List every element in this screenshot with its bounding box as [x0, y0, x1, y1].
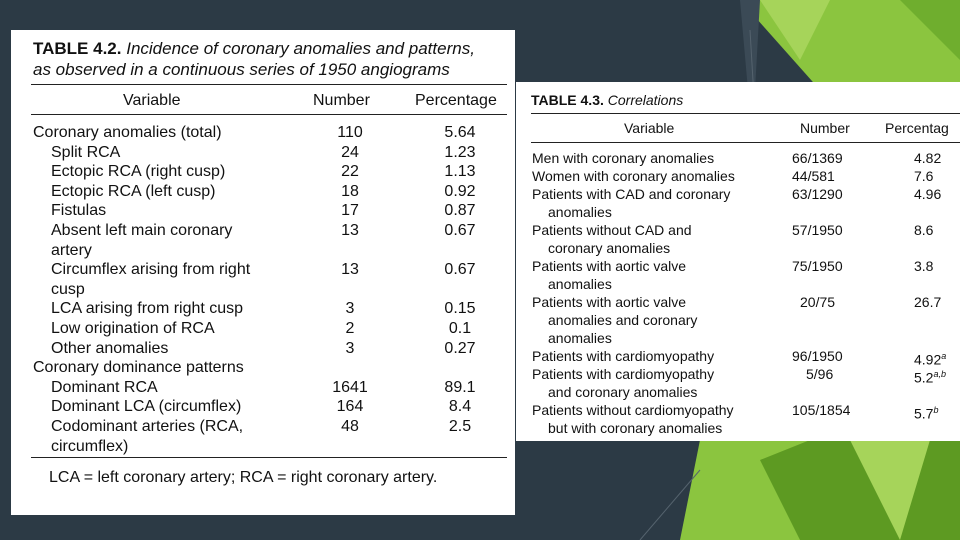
col-percentage: Percentag: [885, 120, 949, 136]
percentage-value: 4.96: [914, 186, 942, 202]
percentage-value: 8.6: [914, 222, 934, 238]
cell-variable-cont: but with coronary anomalies: [548, 420, 723, 436]
cell-variable-cont: artery: [51, 241, 92, 259]
cell-number: 18: [341, 182, 359, 200]
table-4-3-caption: Correlations: [607, 92, 684, 108]
cell-number: 3: [345, 300, 355, 318]
header-rule: [31, 114, 507, 115]
cell-percentage: 0.67: [444, 261, 476, 279]
cell-number: 44/581: [792, 168, 835, 184]
table-4-3-title: [531, 90, 683, 110]
cell-variable: Women with coronary anomalies: [532, 168, 735, 184]
footnote-marker: a,b: [933, 369, 946, 379]
cell-number: 20/75: [800, 294, 836, 310]
cell-variable: LCA arising from right cusp: [51, 300, 244, 318]
cell-number: 13: [341, 261, 359, 279]
cell-percentage: 0.92: [444, 182, 476, 200]
top-rule: [531, 113, 960, 114]
cell-number: 1641: [332, 378, 368, 396]
cell-number: 3: [345, 339, 355, 357]
cell-percentage: [914, 221, 933, 239]
cell-percentage: [914, 365, 946, 387]
cell-variable: Patients with cardiomyopathy: [532, 348, 715, 364]
footnote-marker: b: [933, 405, 939, 415]
cell-variable: Patients with CAD and coronary: [532, 186, 731, 202]
cell-number: 17: [341, 202, 359, 220]
cell-percentage: 0.15: [444, 300, 476, 318]
cell-variable: Split RCA: [51, 143, 121, 161]
cell-number: 22: [341, 163, 359, 181]
cell-number: 96/1950: [792, 348, 843, 364]
cell-variable: Patients without cardiomyopathy: [532, 402, 734, 418]
footnote-marker: a: [941, 351, 947, 361]
table-4-2-title: [33, 39, 475, 59]
cell-number: 164: [336, 398, 364, 416]
col-variable: Variable: [123, 92, 181, 109]
cell-variable-cont: anomalies and coronary: [548, 312, 698, 328]
table-4-2-caption-line1: Incidence of coronary anomalies and patterns,: [126, 39, 475, 58]
cell-percentage: 1.23: [444, 143, 476, 161]
cell-number: 13: [341, 222, 359, 239]
cell-variable-cont: cusp: [51, 280, 85, 298]
table-4-2: TABLE 4.2. Incidence of coronary anomalies and patterns, as observed in a continuous series of 1950 angiograms Variable Number Percentage Coronary anomalies (total) 110 5.64 Split RCA 24 1.23 Ectopic RCA (right cusp) 22 1.13 Ectopic RCA (left cusp) 18 0.92 Fistulas 17 0.87 Absent left main coronary 13 0.67 artery Circumflex arising from right 13 0.67 cusp LCA arising from right cusp 3 0.15 Low origination of RCA 2 0.1 Other anomalies 3 0.27 Coronary dominance patterns Dominant RCA 1641 89.1 Dominant LCA (circumflex) 164 8.4 Codominant arteries (RCA, 48 2.5 circumflex) LCA = left coronary artery; RCA = right coronary artery.: [11, 30, 515, 515]
cell-percentage: 5.64: [444, 124, 476, 141]
percentage-value: 4.92: [914, 351, 942, 368]
percentage-value: 3.8: [914, 258, 934, 274]
cell-variable: Coronary anomalies (total): [33, 124, 222, 141]
percentage-value: 26.7: [914, 294, 942, 310]
cell-number: 110: [337, 124, 363, 141]
cell-percentage: 0.87: [444, 202, 476, 220]
cell-number: 63/1290: [792, 186, 843, 202]
cell-variable: Patients without CAD and: [532, 222, 692, 238]
cell-number: 48: [341, 418, 359, 435]
table-4-2-label: TABLE 4.2.: [33, 39, 122, 58]
col-percentage: Percentage: [415, 92, 497, 109]
table-4-3: [516, 82, 960, 441]
cell-percentage: 8.4: [448, 398, 472, 416]
cell-number: 5/96: [806, 366, 834, 382]
cell-variable: Coronary dominance patterns: [33, 359, 244, 377]
col-variable: Variable: [624, 120, 675, 136]
header-rule: [531, 142, 960, 143]
percentage-value: 5.2: [914, 369, 934, 386]
cell-variable: Patients with cardiomyopathy: [532, 366, 715, 382]
cell-variable-cont: and coronary anomalies: [548, 384, 698, 400]
col-number: Number: [800, 120, 850, 136]
cell-percentage: 1.13: [444, 163, 476, 181]
cell-variable: Ectopic RCA (right cusp): [51, 163, 226, 181]
cell-number: 24: [341, 143, 359, 161]
percentage-value: 5.7: [914, 405, 934, 422]
table-4-3-label: TABLE 4.3.: [531, 92, 604, 108]
cell-percentage: 0.1: [448, 320, 472, 337]
col-number: Number: [313, 92, 370, 109]
cell-variable: Codominant arteries (RCA,: [51, 418, 244, 435]
percentage-value: 4.82: [914, 150, 942, 166]
cell-percentage: 89.1: [444, 378, 476, 396]
cell-variable-cont: anomalies: [548, 204, 612, 220]
cell-variable: Low origination of RCA: [51, 320, 215, 337]
table-4-2-caption-line2: as observed in a continuous series of 1950 angiograms: [33, 60, 450, 79]
top-rule: [31, 84, 507, 85]
cell-variable-cont: anomalies: [548, 276, 612, 292]
cell-percentage: [914, 293, 941, 311]
cell-variable-cont: coronary anomalies: [548, 240, 671, 256]
cell-percentage: [914, 401, 938, 423]
cell-percentage: [914, 257, 933, 275]
cell-number: 105/1854: [792, 402, 851, 418]
cell-variable: Absent left main coronary: [51, 222, 233, 239]
cell-percentage: [914, 185, 941, 203]
cell-variable: Dominant RCA: [51, 378, 158, 396]
cell-percentage: [914, 149, 941, 167]
cell-variable: Circumflex arising from right: [51, 261, 251, 279]
cell-variable: Men with coronary anomalies: [532, 150, 715, 166]
cell-variable: Other anomalies: [51, 339, 169, 357]
cell-percentage: 2.5: [448, 418, 472, 435]
bottom-rule: [31, 457, 507, 458]
cell-percentage: [914, 167, 933, 185]
percentage-value: 7.6: [914, 168, 934, 184]
cell-variable-cont: anomalies: [548, 330, 612, 346]
cell-variable: Ectopic RCA (left cusp): [51, 182, 216, 200]
cell-number: 57/1950: [792, 222, 843, 238]
cell-variable-cont: circumflex): [51, 437, 129, 455]
cell-variable: Fistulas: [51, 202, 107, 220]
cell-number: 75/1950: [792, 258, 843, 274]
cell-number: 2: [345, 320, 355, 337]
cell-percentage: 0.67: [444, 222, 476, 239]
cell-number: 66/1369: [792, 150, 843, 166]
cell-variable: Dominant LCA (circumflex): [51, 398, 242, 416]
cell-percentage: 0.27: [444, 339, 476, 357]
cell-variable: Patients with aortic valve: [532, 258, 687, 274]
cell-variable: Patients with aortic valve: [532, 294, 687, 310]
